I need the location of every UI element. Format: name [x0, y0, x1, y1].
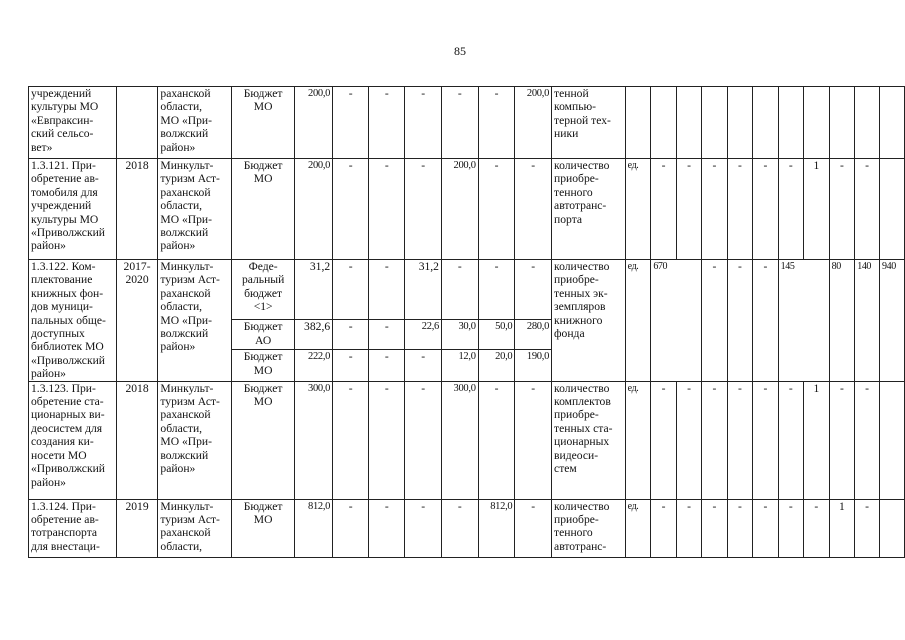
indicator-value-cell: - — [829, 159, 855, 260]
indicator-value-cell — [753, 87, 778, 159]
indicator-value-cell: - — [651, 159, 676, 260]
funding-source-cell: Бюджет МО — [231, 381, 294, 499]
year-cell: 300,0 — [441, 381, 478, 499]
measure-name-cell: 1.3.122. Ком- плектование книжных фон- дов муници- пальных обще- доступных библиотек МО «Приволжский район» — [29, 260, 117, 382]
indicator-value-cell — [829, 87, 855, 159]
year-cell: - — [405, 499, 442, 557]
table-row — [29, 260, 905, 320]
indicator-value-cell — [855, 87, 880, 159]
indicator-value-cell: - — [753, 159, 778, 260]
period-cell — [116, 87, 158, 159]
year-cell: - — [441, 260, 478, 320]
funding-source-cell: Бюджет МО — [231, 159, 294, 260]
year-cell: 190,0 — [515, 350, 552, 381]
indicator-cell: количество приобре- тенного автотранс- — [552, 499, 626, 557]
total-cell: 300,0 — [295, 381, 333, 499]
funding-source-cell: Феде- ральный бюджет <1> — [231, 260, 294, 320]
indicator-value-cell — [880, 87, 905, 159]
indicator-value-cell: - — [855, 499, 880, 557]
year-cell: - — [405, 87, 442, 159]
table-row — [29, 499, 905, 557]
executor-cell: Минкульт- туризм Аст- раханской области, — [158, 499, 232, 557]
indicator-value-cell — [702, 87, 727, 159]
year-cell: - — [333, 320, 369, 350]
year-cell: - — [515, 381, 552, 499]
indicator-value-cell — [778, 87, 803, 159]
year-cell: - — [405, 381, 442, 499]
indicator-value-cell: 670 — [651, 260, 702, 382]
year-cell: - — [369, 320, 405, 350]
year-cell: - — [333, 87, 369, 159]
unit-cell: ед. — [625, 159, 651, 260]
year-cell: - — [515, 159, 552, 260]
indicator-value-cell: - — [753, 499, 778, 557]
year-cell: - — [515, 499, 552, 557]
measure-name-cell: 1.3.123. При- обретение ста- ционарных ви- деосистем для создания ки- носети МО «Приволжский район» — [29, 381, 117, 499]
year-cell: - — [333, 260, 369, 320]
year-cell: 20,0 — [478, 350, 515, 381]
unit-cell: ед. — [625, 260, 651, 382]
indicator-value-cell: 145 — [778, 260, 829, 382]
total-cell: 382,6 — [295, 320, 333, 350]
year-cell: - — [478, 381, 515, 499]
year-cell: 812,0 — [478, 499, 515, 557]
indicator-value-cell: - — [778, 159, 803, 260]
funding-source-cell: Бюджет МО — [231, 499, 294, 557]
executor-cell: Минкульт- туризм Аст- раханской области, МО «При- волжский район» — [158, 381, 232, 499]
program-measures-table — [28, 86, 905, 558]
year-cell: - — [478, 159, 515, 260]
indicator-value-cell: 940 — [880, 260, 905, 382]
funding-source-cell: Бюджет АО — [231, 320, 294, 350]
year-cell: - — [478, 260, 515, 320]
page-number: 85 — [454, 44, 466, 58]
executor-cell: раханской области, МО «При- волжский район» — [158, 87, 232, 159]
indicator-value-cell: - — [702, 381, 727, 499]
year-cell: - — [333, 381, 369, 499]
executor-cell: Минкульт- туризм Аст- раханской области, МО «При- волжский район» — [158, 260, 232, 382]
unit-cell: ед. — [625, 381, 651, 499]
table-row — [29, 87, 905, 159]
table-row — [29, 159, 905, 260]
year-cell: - — [333, 159, 369, 260]
indicator-value-cell: - — [727, 260, 752, 382]
total-cell: 222,0 — [295, 350, 333, 381]
year-cell: - — [369, 87, 405, 159]
unit-cell — [625, 87, 651, 159]
total-cell: 200,0 — [295, 87, 333, 159]
indicator-value-cell: 1 — [804, 381, 830, 499]
year-cell: - — [405, 159, 442, 260]
measure-name-cell: 1.3.124. При- обретение ав- тотранспорта для внестаци- — [29, 499, 117, 557]
indicator-value-cell — [727, 87, 752, 159]
indicator-value-cell: - — [676, 381, 701, 499]
year-cell: - — [369, 499, 405, 557]
indicator-cell: тенной компью- терной тех- ники — [552, 87, 626, 159]
indicator-value-cell: - — [727, 499, 752, 557]
year-cell: - — [369, 381, 405, 499]
year-cell: 12,0 — [441, 350, 478, 381]
year-cell: 22,6 — [405, 320, 442, 350]
year-cell: 280,0 — [515, 320, 552, 350]
indicator-value-cell: - — [855, 381, 880, 499]
total-cell: 812,0 — [295, 499, 333, 557]
indicator-cell: количество приобре- тенных эк- земпляров книжного фонда — [552, 260, 626, 382]
funding-source-cell: Бюджет МО — [231, 87, 294, 159]
indicator-value-cell: - — [829, 381, 855, 499]
year-cell: - — [333, 499, 369, 557]
year-cell: 50,0 — [478, 320, 515, 350]
year-cell: - — [515, 260, 552, 320]
year-cell: 200,0 — [515, 87, 552, 159]
period-cell: 2018 — [116, 159, 158, 260]
indicator-value-cell: 1 — [829, 499, 855, 557]
indicator-value-cell: - — [702, 499, 727, 557]
year-cell: - — [369, 159, 405, 260]
total-cell: 200,0 — [295, 159, 333, 260]
year-cell: - — [369, 350, 405, 381]
measure-name-cell: учреждений культуры МО «Евпраксин- ский сельсо- вет» — [29, 87, 117, 159]
year-cell: - — [441, 499, 478, 557]
indicator-value-cell — [651, 87, 676, 159]
indicator-value-cell: - — [753, 260, 778, 382]
indicator-value-cell — [880, 381, 905, 499]
indicator-value-cell: 140 — [855, 260, 880, 382]
year-cell: 31,2 — [405, 260, 442, 320]
period-cell: 2017- 2020 — [116, 260, 158, 382]
indicator-cell: количество приобре- тенного автотранс- порта — [552, 159, 626, 260]
indicator-value-cell: 1 — [804, 159, 830, 260]
indicator-value-cell: - — [753, 381, 778, 499]
year-cell: - — [405, 350, 442, 381]
indicator-value-cell — [804, 87, 830, 159]
period-cell: 2018 — [116, 381, 158, 499]
table-row — [29, 381, 905, 499]
indicator-value-cell: - — [702, 260, 727, 382]
indicator-value-cell: 80 — [829, 260, 855, 382]
year-cell: 30,0 — [441, 320, 478, 350]
total-cell: 31,2 — [295, 260, 333, 320]
indicator-value-cell — [676, 87, 701, 159]
funding-source-cell: Бюджет МО — [231, 350, 294, 381]
period-cell: 2019 — [116, 499, 158, 557]
year-cell: - — [333, 350, 369, 381]
indicator-value-cell: - — [778, 499, 803, 557]
indicator-value-cell: - — [651, 499, 676, 557]
indicator-value-cell: - — [778, 381, 803, 499]
indicator-value-cell: - — [676, 499, 701, 557]
indicator-value-cell: - — [855, 159, 880, 260]
executor-cell: Минкульт- туризм Аст- раханской области, МО «При- волжский район» — [158, 159, 232, 260]
indicator-value-cell: - — [651, 381, 676, 499]
indicator-value-cell: - — [727, 381, 752, 499]
indicator-value-cell: - — [676, 159, 701, 260]
year-cell: 200,0 — [441, 159, 478, 260]
indicator-value-cell — [880, 159, 905, 260]
indicator-value-cell — [880, 499, 905, 557]
year-cell: - — [441, 87, 478, 159]
unit-cell: ед. — [625, 499, 651, 557]
measure-name-cell: 1.3.121. При- обретение ав- томобиля для учреждений культуры МО «Приволжский район» — [29, 159, 117, 260]
indicator-value-cell: - — [727, 159, 752, 260]
year-cell: - — [369, 260, 405, 320]
indicator-value-cell: - — [702, 159, 727, 260]
indicator-value-cell: - — [804, 499, 830, 557]
indicator-cell: количество комплектов приобре- тенных ста- ционарных видеоси- стем — [552, 381, 626, 499]
year-cell: - — [478, 87, 515, 159]
